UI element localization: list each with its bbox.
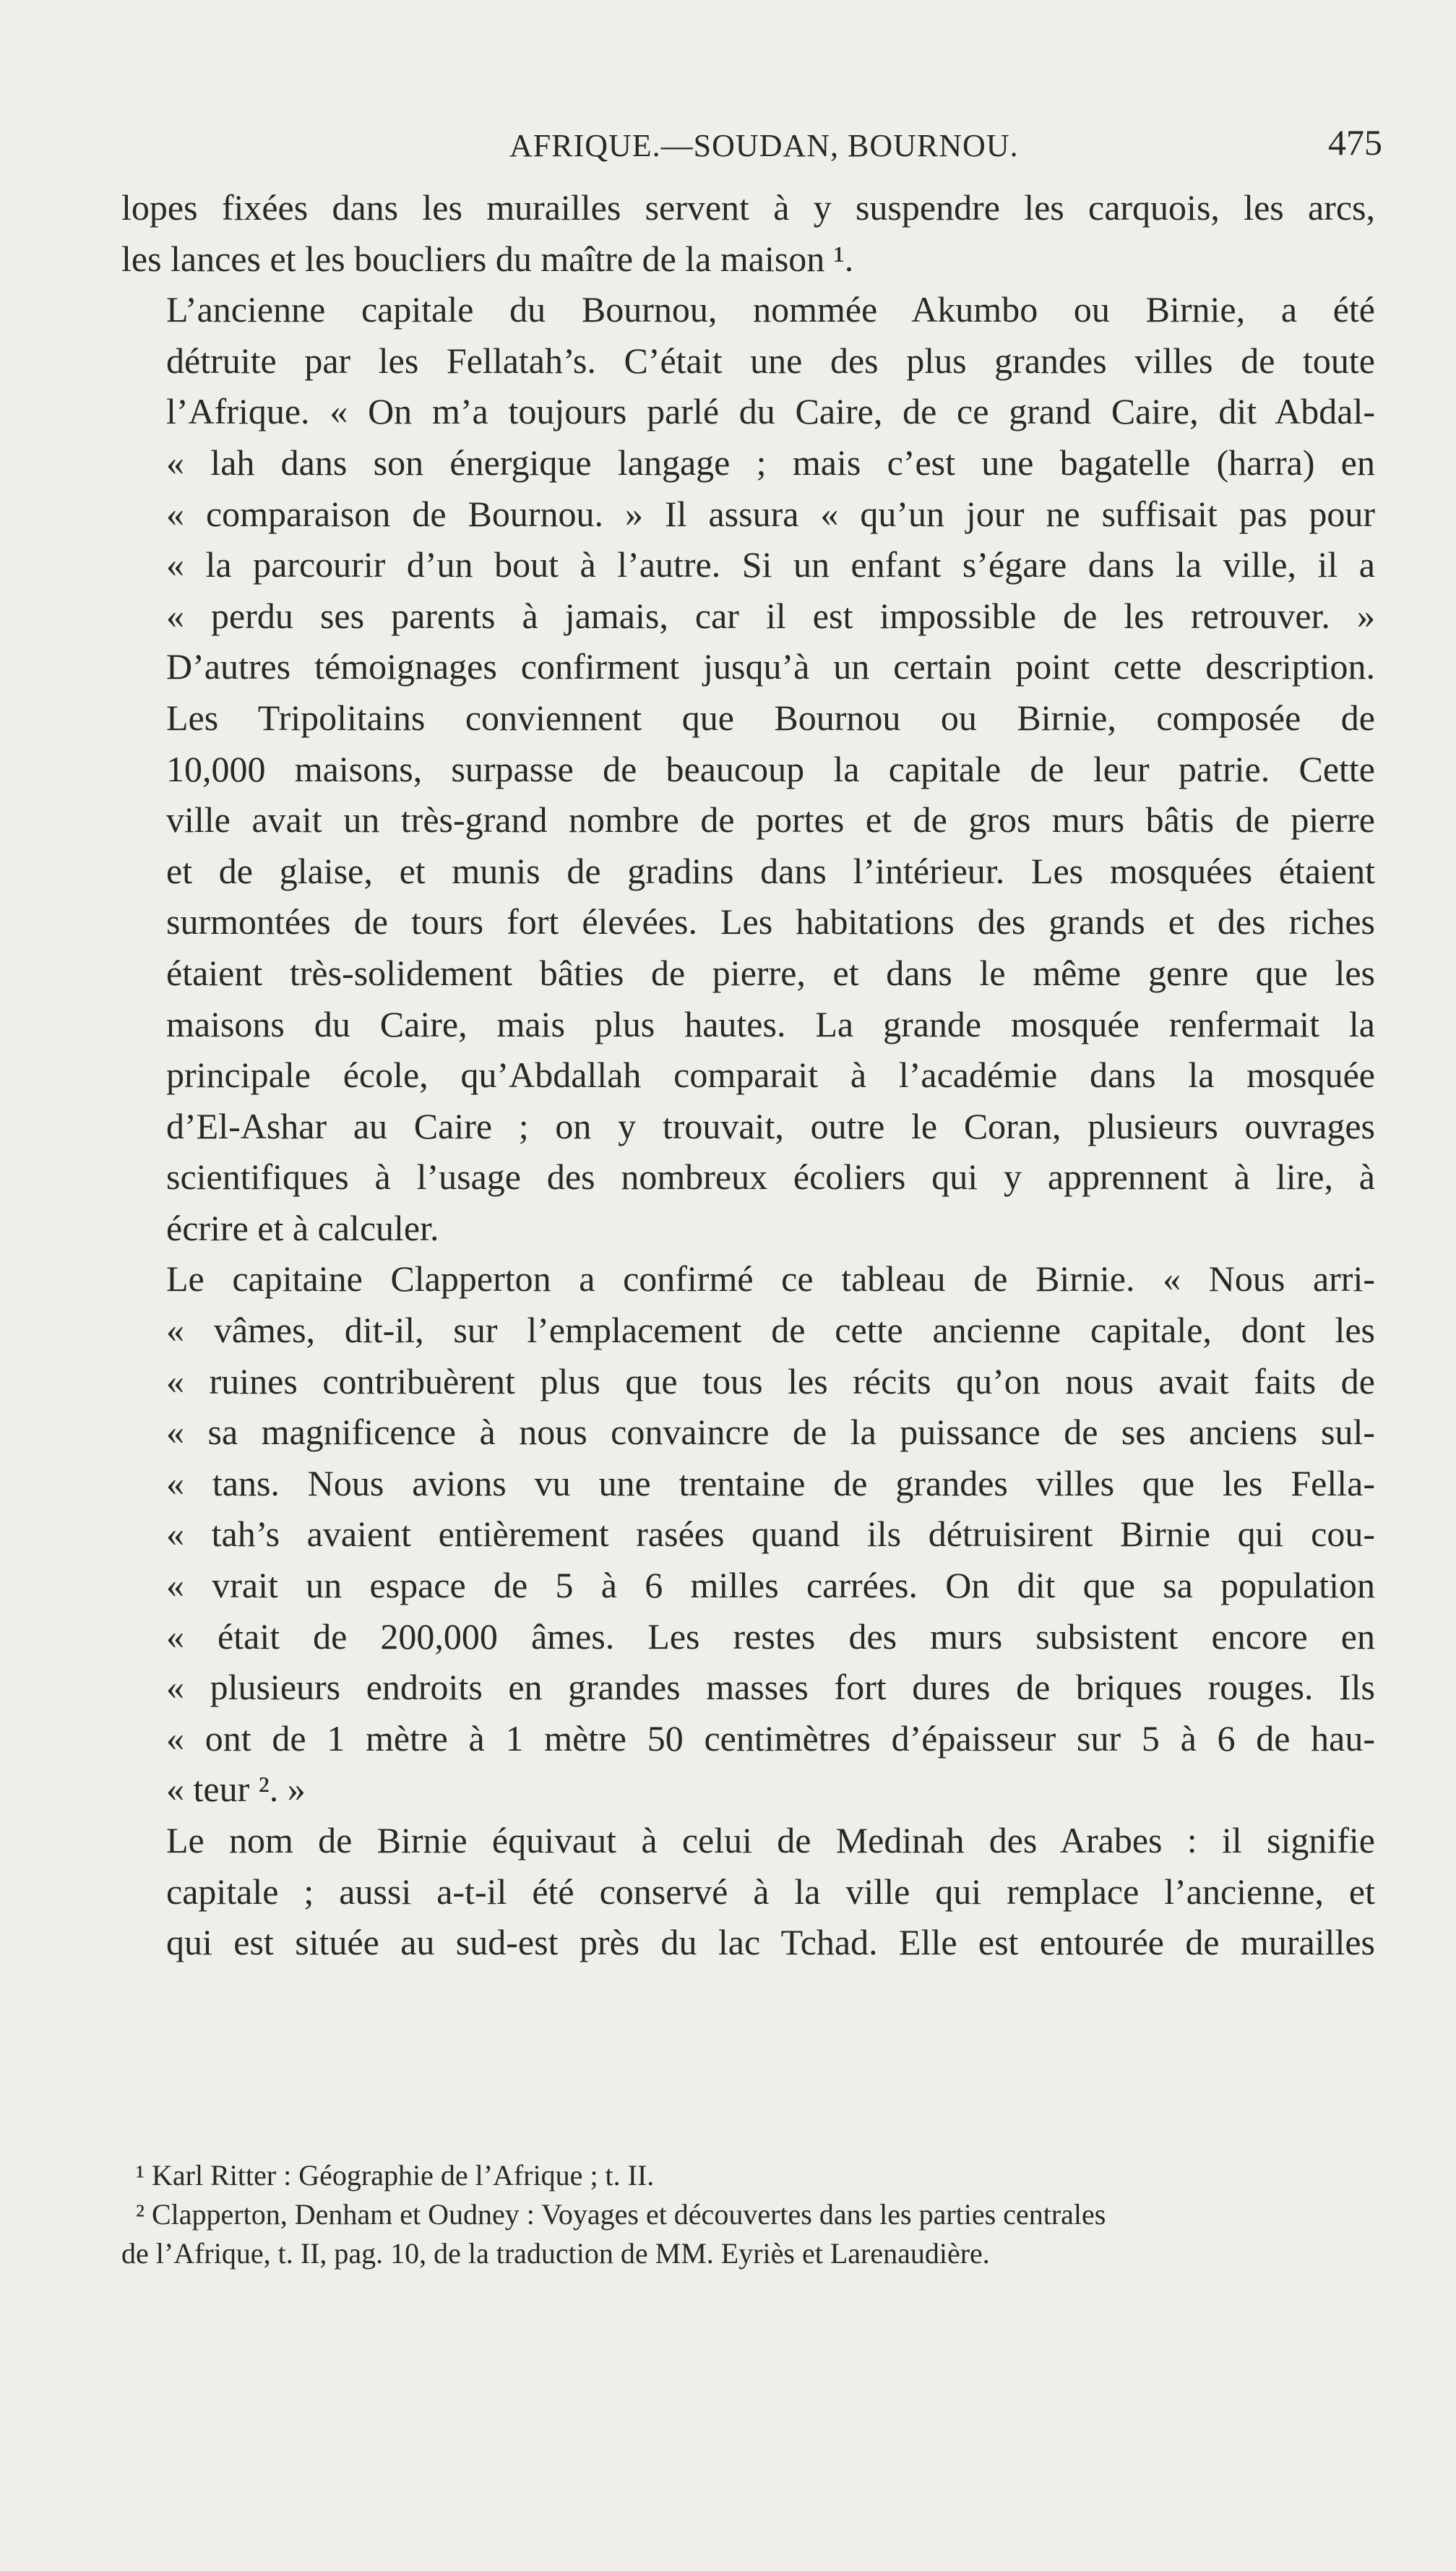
paragraph-4 [121,1815,1375,1968]
text-line: « tans. Nous avions vu une trentaine de grandes villes que les Fella- [166,1462,1375,1503]
text-line: « vâmes, dit-il, sur l’emplacement de cette ancienne capitale, dont les [166,1310,1375,1351]
text-line: « tah’s avaient entièrement rasées quand ils détruisirent Birnie qui cou- [166,1514,1375,1555]
text-line: 10,000 maisons, surpasse de beaucoup la capitale de leur patrie. Cette [166,748,1375,789]
text-line: Les Tripolitains conviennent que Bournou ou Birnie, composée de [166,697,1375,738]
text-line: « ruines contribuèrent plus que tous les récits qu’on nous avait faits de [166,1360,1375,1402]
text-line: « teur ². » [166,1769,306,1810]
text-line: l’Afrique. « On m’a toujours parlé du Caire, de ce grand Caire, dit Abdal- [166,391,1375,432]
text-line: « perdu ses parents à jamais, car il est impossible de les retrouver. » [166,595,1375,636]
text-line: « ont de 1 mètre à 1 mètre 50 centimètres d’épaisseur sur 5 à 6 de hau- [166,1717,1375,1759]
text-line: « plusieurs endroits en grandes masses fort dures de briques rouges. Ils [166,1667,1375,1708]
text-line: « la parcourir d’un bout à l’autre. Si un enfant s’égare dans la ville, il a [166,544,1375,585]
page-header [0,121,1456,179]
text-line: détruite par les Fellatah’s. C’était une des plus grandes villes de toute [166,340,1375,381]
text-line: les lances et les boucliers du maître de la maison ¹. [121,238,854,279]
text-line: « sa magnificence à nous convaincre de la puissance de ses anciens sul- [166,1412,1375,1453]
page-number: 475 [1328,122,1382,163]
text-line: « comparaison de Bournou. » Il assura « qu’un jour ne suffisait pas pour [166,493,1375,534]
paragraph-2 [121,284,1375,1253]
text-line: lopes fixées dans les murailles servent à y suspendre les carquois, les arcs, [121,187,1375,228]
text-line: et de glaise, et munis de gradins dans l’intérieur. Les mosquées étaient [166,850,1375,891]
body-text [121,182,1375,1968]
text-line: qui est située au sud-est près du lac Tchad. Elle est entourée de murailles [166,1922,1375,1963]
text-line: d’El-Ashar au Caire ; on y trouvait, outre le Coran, plusieurs ouvrages [166,1105,1375,1146]
text-line: « lah dans son énergique langage ; mais c’est une bagatelle (harra) en [166,442,1375,483]
text-line: « vrait un espace de 5 à 6 milles carrées. On dit que sa population [166,1565,1375,1606]
paragraph-3 [121,1253,1375,1815]
text-line: scientifiques à l’usage des nombreux écoliers qui y apprennent à lire, à [166,1156,1375,1198]
footnotes [121,2156,1375,2273]
paragraph-1 [121,182,1375,284]
text-line: étaient très-solidement bâties de pierre, et dans le même genre que les [166,952,1375,993]
text-line: principale école, qu’Abdallah comparait à l’académie dans la mosquée [166,1055,1375,1096]
text-line: capitale ; aussi a-t-il été conservé à la ville qui remplace l’ancienne, et [166,1871,1375,1912]
footnote-2: ² Clapperton, Denham et Oudney : Voyages et découvertes dans les parties centrales [136,2198,1106,2231]
text-line: Le nom de Birnie équivaut à celui de Medinah des Arabes : il signifie [166,1820,1375,1860]
footnote-2-continued: de l’Afrique, t. II, pag. 10, de la traduction de MM. Eyriès et Larenaudière. [121,2237,990,2270]
text-line: ville avait un très-grand nombre de portes et de gros murs bâtis de pierre [166,799,1375,841]
text-line: « était de 200,000 âmes. Les restes des murs subsistent encore en [166,1615,1375,1657]
running-head: AFRIQUE.—SOUDAN, BOURNOU. [509,128,1019,163]
text-line: L’ancienne capitale du Bournou, nommée Akumbo ou Birnie, a été [166,289,1375,330]
text-line: Le capitaine Clapperton a confirmé ce tableau de Birnie. « Nous arri- [166,1258,1375,1300]
text-line: D’autres témoignages confirment jusqu’à un certain point cette description. [166,646,1375,687]
footnote-1: ¹ Karl Ritter : Géographie de l’Afrique ; t. II. [136,2159,655,2192]
text-line: maisons du Caire, mais plus hautes. La grande mosquée renfermait la [166,1003,1375,1044]
text-line: écrire et à calculer. [166,1207,439,1248]
text-line: surmontées de tours fort élevées. Les habitations des grands et des riches [166,901,1375,943]
